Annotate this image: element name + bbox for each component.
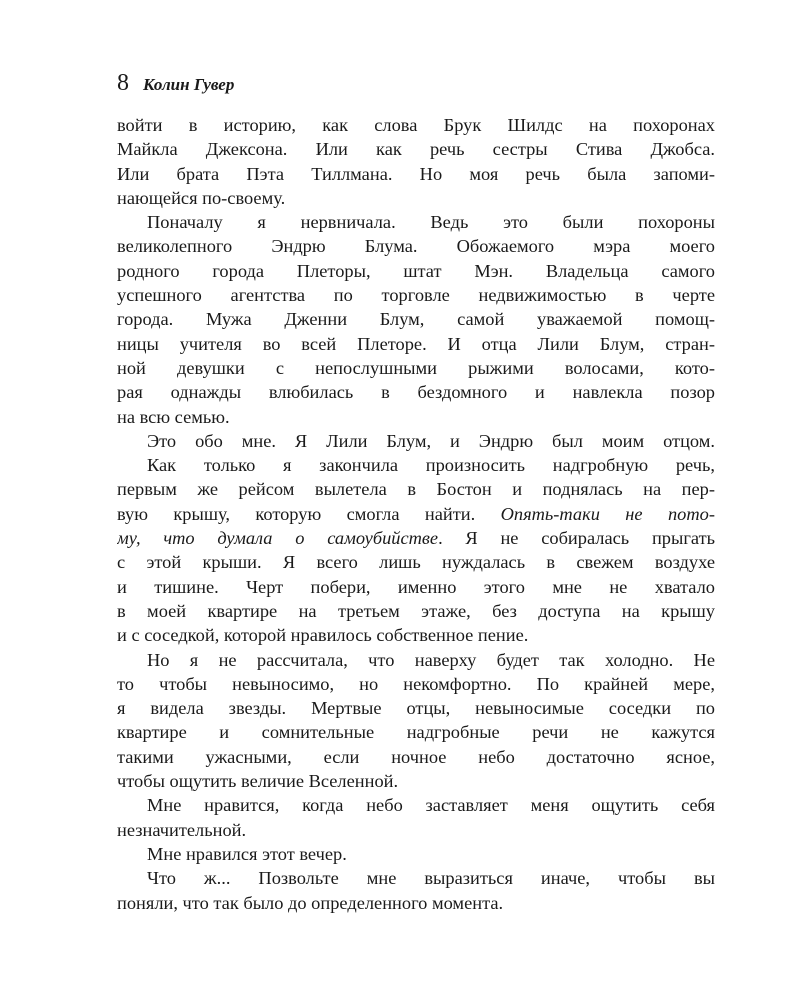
text-line	[117, 745, 715, 769]
text-line	[117, 259, 715, 283]
text-line-content: города. Мужа Дженни Блум, самой уважаемой помощ-	[117, 309, 715, 330]
text-line-content: поняли, что так было до определенного момента.	[117, 892, 504, 913]
text-line-content: Как только я закончила произносить надгробную речь,	[147, 455, 715, 476]
text-line-content: Мне нравился этот вечер.	[147, 843, 347, 864]
text-line-content: нающейся по-своему.	[117, 187, 286, 208]
text-line-content: Или брата Пэта Тиллмана. Но моя речь была запоми-	[117, 163, 715, 184]
text-line-content: первым же рейсом вылетела в Бостон и поднялась на пер-	[117, 479, 715, 500]
text-line	[117, 307, 715, 331]
text-line	[117, 332, 715, 356]
text-line-content: успешного агентства по торговле недвижимостью в черте	[117, 285, 715, 306]
text-line	[117, 502, 715, 526]
italic-emphasis: му, что думала о самоубийстве	[117, 528, 439, 549]
text-line	[117, 210, 715, 234]
text-line	[117, 526, 715, 550]
text-line	[117, 696, 715, 720]
text-line-content: то чтобы невыносимо, но некомфортно. По крайней мере,	[117, 673, 715, 694]
text-line-content: и с соседкой, которой нравилось собственное пение.	[117, 625, 529, 646]
text-line-content: на всю семью.	[117, 406, 230, 427]
running-title-author: Колин Гувер	[143, 75, 235, 94]
text-line-content: с этой крыши. Я всего лишь нуждалась в свежем воздухе	[117, 552, 715, 573]
page-number: 8	[117, 70, 129, 96]
text-line-content: в моей квартире на третьем этаже, без доступа на крышу	[117, 600, 715, 621]
text-line	[117, 283, 715, 307]
text-line	[117, 429, 715, 453]
text-line	[117, 380, 715, 404]
text-line	[117, 234, 715, 258]
text-line-content: Но я не рассчитала, что наверху будет так холодно. Не	[147, 649, 715, 670]
text-line-content: вую крышу, которую смогла найти.	[117, 503, 501, 524]
text-line-content: родного города Плеторы, штат Мэн. Владельца самого	[117, 260, 715, 281]
text-line-content: войти в историю, как слова Брук Шилдс на похоронах	[117, 115, 715, 135]
text-line	[117, 575, 715, 599]
text-line	[117, 866, 715, 890]
text-line	[117, 599, 715, 623]
text-line	[117, 477, 715, 501]
text-line	[117, 842, 715, 866]
text-line-content: Мне нравится, когда небо заставляет меня ощутить себя	[147, 795, 715, 816]
text-line	[117, 550, 715, 574]
text-line-content: великолепного Эндрю Блума. Обожаемого мэра моего	[117, 236, 715, 257]
text-line	[117, 186, 715, 210]
text-line	[117, 769, 715, 793]
text-line-continuation: . Я не собиралась прыгать	[438, 528, 715, 549]
text-line-content: рая однажды влюбилась в бездомного и навлекла позор	[117, 382, 715, 403]
text-line-content: и тишине. Черт побери, именно этого мне не хватало	[117, 576, 715, 597]
text-line	[117, 623, 715, 647]
text-line	[117, 453, 715, 477]
text-line	[117, 720, 715, 744]
text-line-content: чтобы ощутить величие Вселенной.	[117, 771, 399, 792]
text-line	[117, 793, 715, 817]
text-line	[117, 818, 715, 842]
text-line-content: квартире и сомнительные надгробные речи не кажутся	[117, 722, 715, 743]
text-line	[117, 672, 715, 696]
text-line-content: Майкла Джексона. Или как речь сестры Стива Джобса.	[117, 139, 715, 160]
text-line	[117, 137, 715, 161]
text-line-content: Что ж... Позвольте мне выразиться иначе, чтобы вы	[147, 868, 715, 889]
text-line	[117, 891, 715, 915]
text-line-content: такими ужасными, если ночное небо достаточно ясное,	[117, 746, 715, 767]
text-line-content: ной девушки с непослушными рыжими волосами, кото-	[117, 357, 715, 378]
running-header	[117, 70, 234, 100]
text-line-content: ницы учителя во всей Плеторе. И отца Лили Блум, стран-	[117, 333, 715, 354]
body-text	[117, 113, 715, 915]
text-line	[117, 356, 715, 380]
text-line-content: я видела звезды. Мертвые отцы, невыносимые соседки по	[117, 698, 715, 719]
italic-emphasis: Опять-таки не пото-	[500, 503, 715, 524]
text-line-content: незначительной.	[117, 819, 247, 840]
text-line	[117, 113, 715, 137]
text-line	[117, 648, 715, 672]
text-line	[117, 162, 715, 186]
text-line	[117, 405, 715, 429]
text-line-content: Это обо мне. Я Лили Блум, и Эндрю был моим отцом.	[147, 430, 715, 451]
text-line-content: Поначалу я нервничала. Ведь это были похороны	[147, 212, 715, 233]
